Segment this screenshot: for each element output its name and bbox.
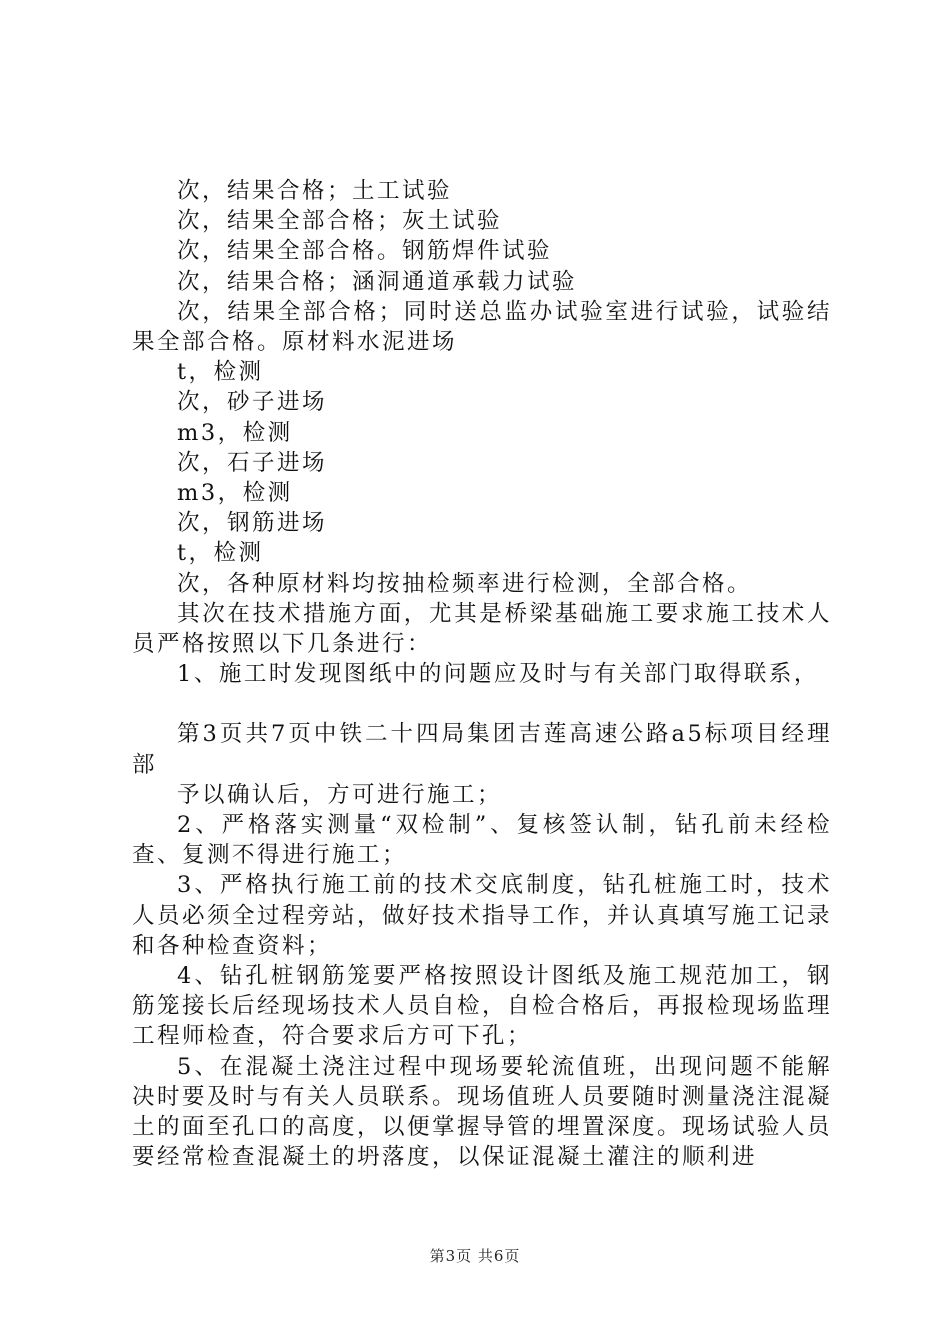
paragraph: m3，检测 — [177, 419, 293, 446]
paragraph: 次，各种原材料均按抽检频率进行检测，全部合格。 — [177, 570, 753, 597]
paragraph: 次，结果合格；土工试验 — [177, 178, 453, 204]
paragraph: 3、严格执行施工前的技术交底制度，钻孔桩施工时，技术人员必须全过程旁站，做好技术指导工作，并认真填写施工记录和各种检查资料； — [132, 872, 833, 959]
paragraph: t，检测 — [177, 359, 264, 386]
paragraph: 次，钢筋进场 — [177, 510, 328, 537]
paragraph: 次，结果全部合格；灰土试验 — [177, 208, 503, 235]
paragraph: 2、严格落实测量“双检制”、复核签认制，钻孔前未经检查、复测不得进行施工； — [132, 812, 832, 869]
paragraph: 4、钻孔桩钢筋笼要严格按照设计图纸及施工规范加工，钢筋笼接长后经现场技术人员自检，自检合格后，再报检现场监理工程师检查，符合要求后方可下孔； — [132, 963, 833, 1050]
paragraph: t，检测 — [177, 540, 264, 567]
paragraph: 次，结果合格；涵洞通道承载力试验 — [177, 268, 578, 295]
paragraph: 5、在混凝土浇注过程中现场要轮流值班，出现问题不能解决时要及时与有关人员联系。现场值班人员要随时测量浇注混凝土的面至孔口的高度，以便掌握导管的埋置深度。现场试验人员要经常检查混凝土的坍落度，以保证混凝土灌注的顺利进 — [132, 1053, 833, 1171]
inline-page-header: 第3页共7页中铁二十四局集团吉莲高速公路a5标项目经理部 — [132, 721, 832, 778]
document-body — [132, 176, 832, 1173]
page-footer: 第3页 共6页 — [429, 1247, 521, 1265]
paragraph: 次，结果全部合格；同时送总监办试验室进行试验，试验结果全部合格。原材料水泥进场 — [132, 298, 832, 356]
paragraph: 其次在技术措施方面，尤其是桥梁基础施工要求施工技术人员严格按照以下几条进行： — [132, 600, 832, 658]
paragraph: 予以确认后，方可进行施工； — [177, 781, 503, 808]
paragraph: 1、施工时发现图纸中的问题应及时与有关部门取得联系， — [177, 661, 819, 688]
paragraph: 次，结果全部合格。钢筋焊件试验 — [177, 238, 553, 265]
paragraph: 次，石子进场 — [177, 449, 328, 476]
paragraph: 次，砂子进场 — [177, 389, 328, 416]
paragraph: m3，检测 — [177, 480, 293, 507]
